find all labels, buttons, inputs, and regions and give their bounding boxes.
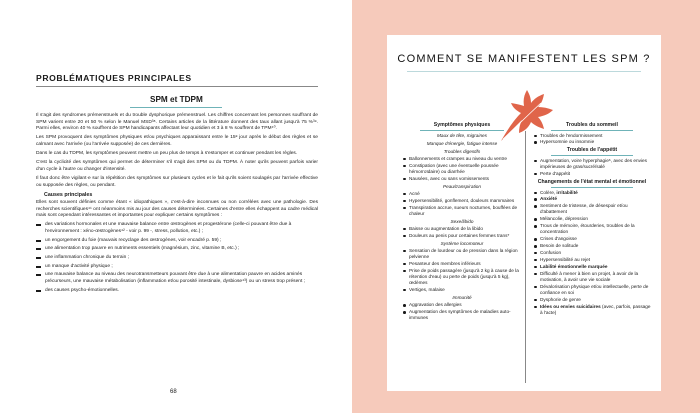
symptom-item bbox=[533, 190, 651, 196]
symptom-item: Constipation (avec une éventuelle poussée hémorroïdaire) ou diarrhée bbox=[402, 163, 522, 175]
cause-item: une alimentation trop pauvre en nutriments essentiels (magnésium, zinc, vitamine B, etc.) ; bbox=[36, 246, 318, 253]
mood-heading: Changements de l'état mental et émotionnel bbox=[537, 179, 647, 186]
cause-item: une mauvaise balance au niveau des neurotransmetteurs pouvant être due à une alimentation pauvre en acides aminés précurseurs, une mauvaise métabolisation (inflammation et/ou porosité intestinale, dysbiose⁴³) ou un stress trop présent ; bbox=[36, 272, 318, 285]
symptom-subcategory: Peau/transpiration bbox=[442, 183, 482, 189]
symptom-item: Pesanteur des membres inférieurs bbox=[402, 261, 522, 267]
symptom-list bbox=[402, 226, 522, 239]
symptom-item: Augmentation des symptômes de maladies auto-immunes bbox=[402, 309, 522, 321]
physical-symptoms-column bbox=[402, 120, 522, 322]
paragraph: Dans le cas du TDPM, les symptômes peuvent mettre un peu plus de temps à s'estomper et continuer pendant les règles. bbox=[36, 151, 298, 157]
symptom-item: Sentiment de tristesse, de désespoir et/ou d'abattement bbox=[533, 203, 651, 215]
symptom-list bbox=[402, 248, 522, 293]
symptom-item: Douleurs au penis pour certaines femmes trans* bbox=[402, 233, 522, 239]
heading-rule bbox=[551, 130, 633, 131]
paragraph: C'est la cyclicité des symptômes qui permet de déterminer s'il s'agit des SPM ou du TDPM. À noter qu'ils peuvent parfois varier d'un cycle à l'autre ou changer d'intensité. bbox=[36, 160, 318, 172]
symptom-item: Sensation de lourdeur ou de pression dans la région pelvienne bbox=[402, 248, 522, 260]
symptom-list bbox=[402, 156, 522, 182]
symptom-item: Trous de mémoire, étourderies, troubles de la concentration bbox=[533, 223, 651, 235]
symptom-emphasis: irritabilité bbox=[556, 189, 578, 195]
symptoms-card bbox=[387, 35, 661, 391]
symptom-item: Besoin de solitude bbox=[533, 243, 651, 249]
symptom-list bbox=[533, 190, 651, 316]
symptom-item: Perte d'appétit bbox=[533, 171, 651, 177]
symptom-item: Ballonnements et crampes au niveau du ventre bbox=[402, 156, 522, 162]
symptom-subcategory: Immunité bbox=[452, 295, 472, 301]
symptom-emphasis: Idées ou envies suicidaires bbox=[540, 303, 601, 309]
symptom-item: Difficulté à mener à bien un projet, à avoir de la motivation, à avoir une vie sociale bbox=[533, 271, 651, 283]
section-heading: PROBLÉMATIQUES PRINCIPALES bbox=[36, 73, 192, 83]
symptom-item: Confusion bbox=[533, 250, 651, 256]
page-number: 68 bbox=[170, 389, 177, 395]
sleep-heading: Troubles du sommeil bbox=[566, 122, 618, 128]
symptom-item: Troubles de l'endormissement bbox=[533, 133, 651, 139]
cause-item: un manque d'activité physique ; bbox=[36, 264, 318, 271]
heading-rule bbox=[551, 187, 633, 188]
symptom-item: Vertiges, malaise bbox=[402, 287, 522, 293]
symptom-item: Labilité émotionnelle marquée bbox=[533, 264, 651, 270]
symptom-item: Mélancolie, dépression bbox=[533, 216, 651, 222]
paragraph: Les SPM provoquent des symptômes physiques et/ou psychiques apparaissant entre le 15ᵉ jour après le début des règles et se calmant avec l'arrivée (ou l'arrivée supposée) de ces dernières. bbox=[36, 135, 318, 147]
symptom-subcategory: Système locomoteur bbox=[440, 240, 484, 246]
symptom-text: Colère, bbox=[540, 189, 557, 195]
symptom-item: Nausées, avec ou sans vomissements bbox=[402, 176, 522, 182]
paragraph: Il s'agit des syndromes prémenstruels et du trouble dysphorique prémenstruel. Les chiffres concernant les personnes souffrant de SPM varient entre 20 et 50 % selon le Manuel MSD³⁸. Certains articles de la littérature donnent des taux allant jusqu'à 75 %³⁹. Parmi elles, environ 40 % souffrent de SPM handicapants affectant leur quotidien et 3 à 8 % souffrent de TPM⁴⁰. bbox=[36, 113, 318, 132]
cause-item: des variations hormonales et une mauvaise balance entre œstrogènes et progestérone (celle-ci pouvant être due à l'environnement : xéno-œstrogènes⁴² - voir p. 99 -, stress, pollution, etc.) ; bbox=[36, 222, 318, 235]
symptom-list bbox=[533, 158, 651, 177]
symptom-item: Acné bbox=[402, 191, 522, 197]
symptom-item bbox=[533, 304, 651, 316]
symptom-list bbox=[402, 191, 522, 217]
symptom-item: Augmentation, voire hyperphagie⁶, avec des envies impérieuses de gras/sucré/salé bbox=[533, 158, 651, 170]
symptom-item: Transpiration accrue, sueurs nocturnes, bouffées de chaleur bbox=[402, 205, 522, 217]
title-rule bbox=[407, 71, 641, 72]
body-text bbox=[36, 113, 318, 296]
symptom-item: Dysphorie de genre bbox=[533, 297, 651, 303]
column-divider bbox=[525, 131, 526, 383]
subsection-heading: SPM et TDPM bbox=[150, 95, 203, 104]
subheading-rule bbox=[130, 107, 222, 108]
causes-list bbox=[36, 222, 318, 294]
appetite-heading: Troubles de l'appétit bbox=[566, 147, 618, 154]
symptom-item: Hypersensibilité au rejet bbox=[533, 257, 651, 263]
cause-item: une inflammation chronique du terrain ; bbox=[36, 255, 318, 262]
heading-rule bbox=[420, 130, 504, 131]
symptom-item: Hypersomnie ou insomnie bbox=[533, 139, 651, 145]
symptom-list bbox=[533, 133, 651, 146]
symptom-subcategory: Sexe/libido bbox=[450, 218, 474, 224]
physical-symptoms-heading: Symptômes physiques bbox=[433, 122, 491, 128]
symptom-item: Hypersensibilité, gonflement, douleurs mammaires bbox=[402, 198, 522, 204]
paragraph: Il faut donc être vigilant·e sur la répétition des symptômes sur plusieurs cycles et le fait qu'ils soient soulagés par l'arrivée effective ou supposée des règles, ou pendant. bbox=[36, 176, 318, 188]
symptom-item: Prise de poids passagère (jusqu'à 2 kg à cause de la rétention d'eau) ou perte de poids (jusqu'à 5 kg), œdèmes bbox=[402, 268, 522, 286]
symptom-item: Aggravation des allergies bbox=[402, 302, 522, 308]
cause-item: des causes psycho-émotionnelles. bbox=[36, 288, 318, 295]
symptom-text: (avec, parfois, passage à l'acte) bbox=[540, 303, 651, 315]
symptom-item: Dévalorisation physique et/ou intellectuelle, perte de confiance en soi bbox=[533, 284, 651, 296]
card-title: COMMENT SE MANIFESTENT LES SPM ? bbox=[397, 53, 651, 65]
symptom-subcategory: Maux de tête, migraines bbox=[436, 132, 488, 138]
causes-title: Causes principales bbox=[44, 192, 93, 199]
symptom-item: Crises d'angoisse bbox=[533, 236, 651, 242]
symptom-item: Anxiété bbox=[533, 196, 651, 202]
symptom-item: Baisse ou augmentation de la libido bbox=[402, 226, 522, 232]
causes-intro: Elles sont souvent définies comme étant « idiopathiques », c'est-à-dire inconnues ou non corrélées avec une pathologie. Des recherches scientifiques⁴¹ ont néanmoins mis au jour des causes déterminées. Certaines d'entre elles échappent au cadre médical mais sont cependant intéressantes et importantes pour expliquer certains symptômes : bbox=[36, 199, 318, 219]
heading-rule bbox=[551, 155, 633, 156]
symptom-list bbox=[402, 302, 522, 321]
other-symptoms-column bbox=[533, 120, 651, 317]
cause-item: un engorgement du foie (mauvais recyclage des œstrogènes, voir encadré p. 59) ; bbox=[36, 238, 318, 245]
symptom-subcategory: Troubles digestifs bbox=[443, 148, 481, 154]
symptom-subcategory: Manque d'énergie, fatigue intense bbox=[426, 140, 498, 146]
heading-rule bbox=[36, 86, 318, 87]
